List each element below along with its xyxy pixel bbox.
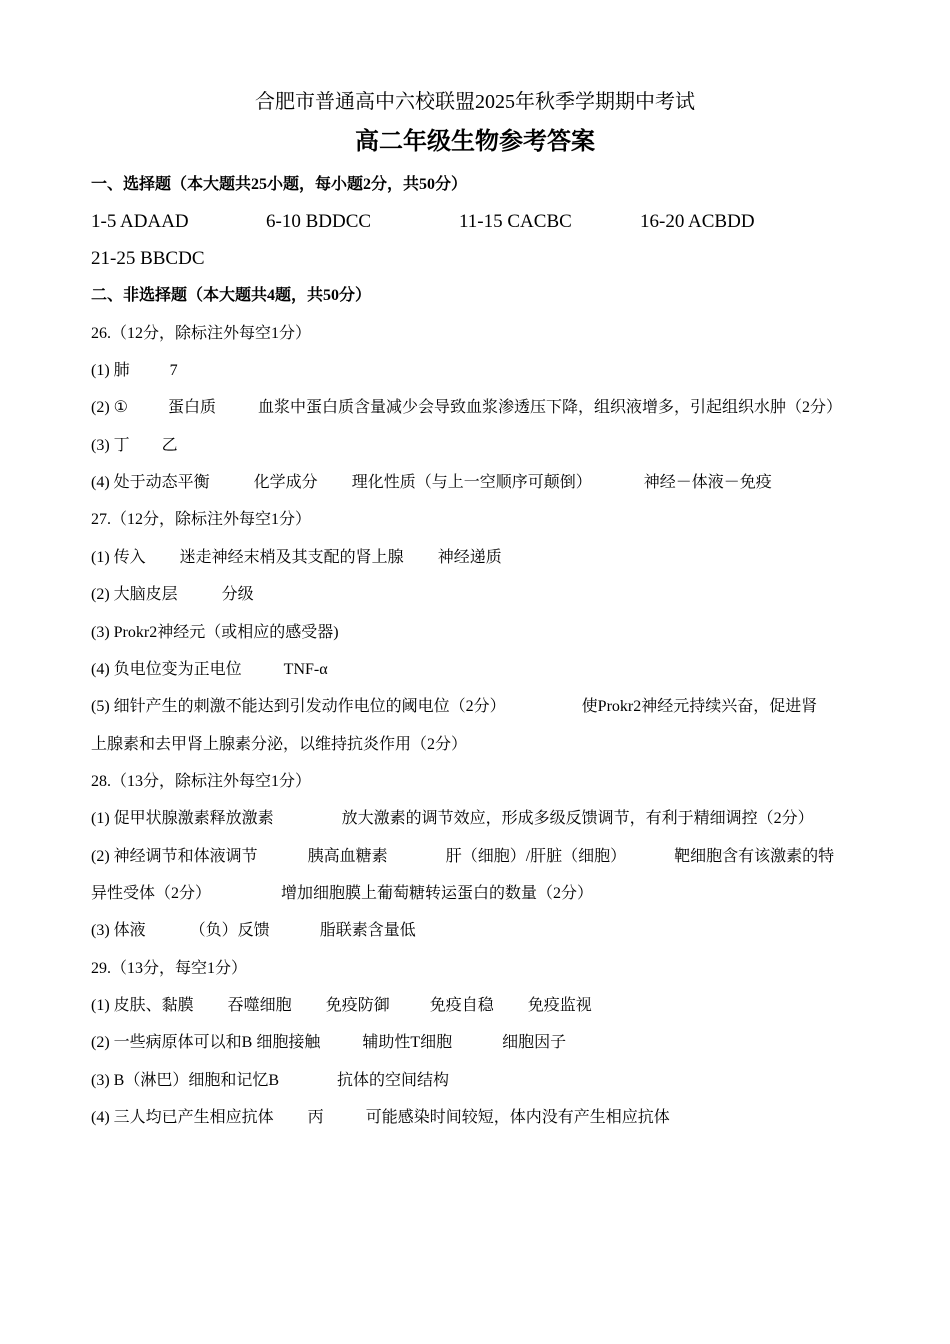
q28-answer-2-continued	[91, 884, 593, 904]
answer-blank: (2) 神经调节和体液调节	[91, 848, 258, 865]
answer-blank: 抗体的空间结构	[337, 1072, 450, 1089]
section-1-title: 一、选择题（本大题共25小题，每小题2分，共50分）	[91, 176, 468, 193]
mc-group-2: 6-10 BDDCC	[266, 211, 372, 232]
answer-blank: 肝（细胞）/肝脏（细胞）	[445, 848, 627, 865]
q29-answer-3	[91, 1071, 449, 1091]
answer-blank: 免疫自稳	[429, 997, 494, 1014]
exam-subtitle: 合肥市普通高中六校联盟2025年秋季学期期中考试	[255, 91, 695, 113]
answer-blank: 7	[169, 362, 178, 379]
mc-group-4: 16-20 ACBDD	[640, 211, 755, 232]
answer-blank: 迷走神经末梢及其支配的肾上腺	[179, 549, 404, 566]
answer-blank: (1) 传入	[91, 549, 146, 566]
mc-group-5: 21-25 BBCDC	[91, 248, 205, 269]
answer-blank: 血浆中蛋白质含量减少会导致血浆渗透压下降，组织液增多，引起组织水肿（2分）	[258, 399, 843, 416]
answer-blank: 异性受体（2分）	[91, 885, 212, 902]
answer-blank: (1) 皮肤、黏膜	[91, 997, 194, 1014]
q26-answer-3	[91, 436, 178, 456]
answer-blank: 分级	[221, 586, 254, 603]
q26-answer-1	[91, 361, 178, 381]
section-2-title: 二、非选择题（本大题共4题，共50分）	[91, 287, 372, 304]
q26-heading: 26.（12分，除标注外每空1分）	[91, 325, 312, 342]
q27-answer-4	[91, 660, 328, 680]
q28-heading: 28.（13分，除标注外每空1分）	[91, 773, 312, 790]
answer-blank: 脂联素含量低	[319, 922, 416, 939]
q28-answer-1	[91, 809, 814, 829]
q27-heading: 27.（12分，除标注外每空1分）	[91, 511, 312, 528]
answer-blank: (2) ①	[91, 399, 128, 416]
answer-blank: 免疫监视	[527, 997, 592, 1014]
answer-blank: (5) 细针产生的刺激不能达到引发动作电位的阈电位（2分）	[91, 698, 506, 715]
answer-blank: 靶细胞含有该激素的特	[674, 848, 835, 865]
answer-blank: 乙	[161, 437, 178, 454]
answer-blank: 神经－体液－免疫	[643, 474, 772, 491]
answer-blank: (4) 三人均已产生相应抗体	[91, 1109, 274, 1126]
answer-blank: 使Prokr2神经元持续兴奋，促进肾	[581, 698, 818, 715]
q29-answer-1	[91, 996, 592, 1016]
answer-blank: 吞噬细胞	[227, 997, 292, 1014]
q27-answer-5	[91, 697, 817, 717]
answer-blank: (3) B（淋巴）细胞和记忆B	[91, 1072, 280, 1089]
page-title: 高二年级生物参考答案	[355, 129, 595, 155]
answer-blank: (4) 负电位变为正电位	[91, 661, 242, 678]
mc-group-3: 11-15 CACBC	[459, 211, 572, 232]
q26-answer-4	[91, 473, 772, 493]
answer-blank: 胰高血糖素	[307, 848, 388, 865]
answer-blank: (3) 丁	[91, 437, 130, 454]
answer-blank: (3) 体液	[91, 922, 146, 939]
answer-blank: （负）反馈	[189, 922, 270, 939]
answer-blank: (1) 肺	[91, 362, 130, 379]
mc-group-1: 1-5 ADAAD	[91, 211, 189, 232]
q27-answer-5-continued: 上腺素和去甲肾上腺素分泌，以维持抗炎作用（2分）	[91, 736, 468, 753]
answer-blank: 免疫防御	[325, 997, 390, 1014]
q28-answer-3	[91, 921, 416, 941]
answer-blank: 蛋白质	[168, 399, 217, 416]
answer-blank: 放大激素的调节效应，形成多级反馈调节，有利于精细调控（2分）	[341, 810, 814, 827]
answer-blank: 细胞因子	[502, 1034, 567, 1051]
q29-answer-2	[91, 1033, 566, 1053]
q27-answer-3: (3) Prokr2神经元（或相应的感受器)	[91, 624, 339, 641]
q29-answer-4	[91, 1108, 670, 1128]
answer-blank: (2) 大脑皮层	[91, 586, 178, 603]
answer-blank: (4) 处于动态平衡	[91, 474, 210, 491]
q27-answer-2	[91, 585, 254, 605]
answer-blank: TNF-α	[283, 661, 328, 678]
q29-heading: 29.（13分，每空1分）	[91, 960, 248, 977]
answer-blank: 可能感染时间较短，体内没有产生相应抗体	[365, 1109, 670, 1126]
q28-answer-2	[91, 847, 834, 867]
answer-blank: 化学成分	[253, 474, 318, 491]
q26-answer-2	[91, 398, 842, 418]
answer-blank: 辅助性T细胞	[362, 1034, 453, 1051]
answer-blank: 理化性质（与上一空顺序可颠倒）	[351, 474, 592, 491]
answer-blank: (2) 一些病原体可以和B 细胞接触	[91, 1034, 321, 1051]
q27-answer-1	[91, 548, 502, 568]
answer-blank: 增加细胞膜上葡萄糖转运蛋白的数量（2分）	[281, 885, 594, 902]
answer-blank: 神经递质	[437, 549, 502, 566]
answer-blank: 丙	[307, 1109, 324, 1126]
answer-blank: (1) 促甲状腺激素释放激素	[91, 810, 274, 827]
